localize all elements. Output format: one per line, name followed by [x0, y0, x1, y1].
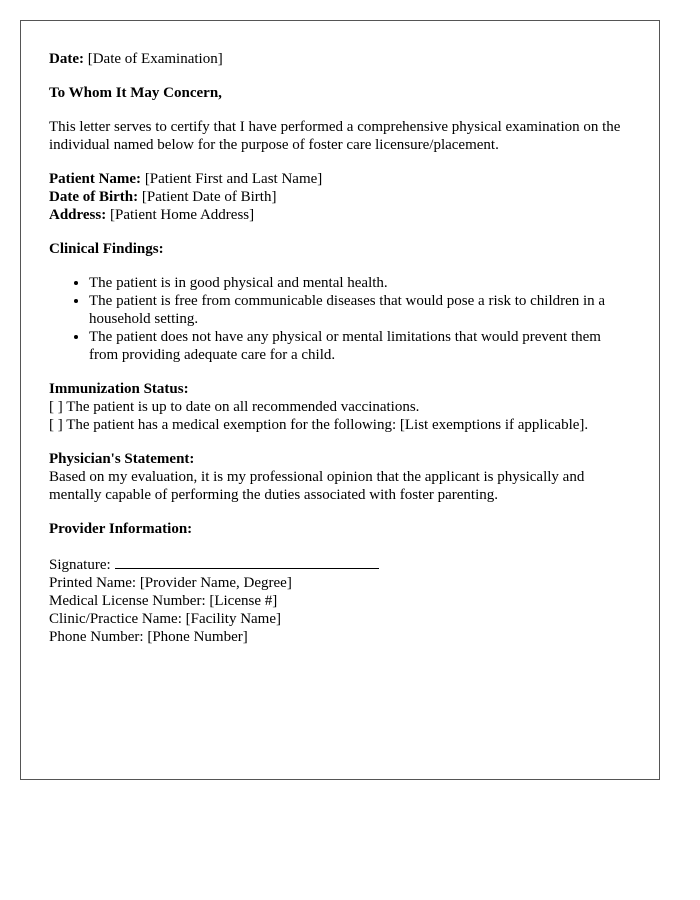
signature-blank [115, 554, 379, 569]
salutation [49, 84, 631, 102]
patient-info [49, 170, 631, 224]
date-label: Date: [49, 51, 84, 67]
date-line [49, 50, 631, 68]
patient-address-line [49, 206, 631, 224]
findings-heading-text: Clinical Findings: [49, 241, 164, 257]
patient-dob-value: [Patient Date of Birth] [141, 189, 277, 205]
immunization-option-up-to-date: [ ] The patient is up to date on all recommended vaccinations. [49, 399, 420, 415]
patient-dob-label: Date of Birth: [49, 189, 139, 205]
patient-name-line [49, 170, 631, 188]
printed-name-line: Printed Name: [Provider Name, Degree] [49, 575, 292, 591]
immunization-heading-text: Immunization Status: [49, 381, 189, 397]
letter-page [20, 20, 660, 780]
intro-paragraph: This letter serves to certify that I have performed a comprehensive physical examination on the individual named below for the purpose of foster care licensure/placement. [49, 119, 621, 153]
immunization-section [49, 380, 631, 434]
statement-heading [49, 450, 631, 468]
clinic-line: Clinic/Practice Name: [Facility Name] [49, 611, 282, 627]
patient-dob-line [49, 188, 631, 206]
provider-heading-text: Provider Information: [49, 521, 193, 537]
salutation-text: To Whom It May Concern, [49, 85, 222, 101]
patient-address-value: [Patient Home Address] [109, 207, 255, 223]
immunization-option-exemption: [ ] The patient has a medical exemption for the following: [List exemptions if applicable]. [49, 417, 589, 433]
findings-heading [49, 240, 631, 258]
physician-statement-section [49, 450, 631, 504]
provider-heading [49, 520, 631, 538]
finding-item: • The patient does not have any physical or mental limitations that would prevent them from providing adequate care for a child. [89, 328, 631, 364]
license-line: Medical License Number: [License #] [49, 593, 278, 609]
statement-text: Based on my evaluation, it is my professional opinion that the applicant is physically and mentally capable of performing the duties associated with foster parenting. [49, 469, 585, 503]
immunization-heading [49, 380, 631, 398]
date-value: [Date of Examination] [87, 51, 223, 67]
findings-list [49, 274, 631, 364]
finding-item: • The patient is free from communicable diseases that would pose a risk to children in a household setting. [89, 292, 631, 328]
signature-label: Signature: [49, 557, 111, 573]
finding-item: • The patient is in good physical and mental health. [89, 274, 631, 292]
provider-info [49, 554, 631, 646]
patient-name-label: Patient Name: [49, 171, 142, 187]
patient-name-value: [Patient First and Last Name] [144, 171, 323, 187]
statement-heading-text: Physician's Statement: [49, 451, 195, 467]
signature-line [49, 554, 631, 574]
patient-address-label: Address: [49, 207, 107, 223]
phone-line: Phone Number: [Phone Number] [49, 629, 248, 645]
